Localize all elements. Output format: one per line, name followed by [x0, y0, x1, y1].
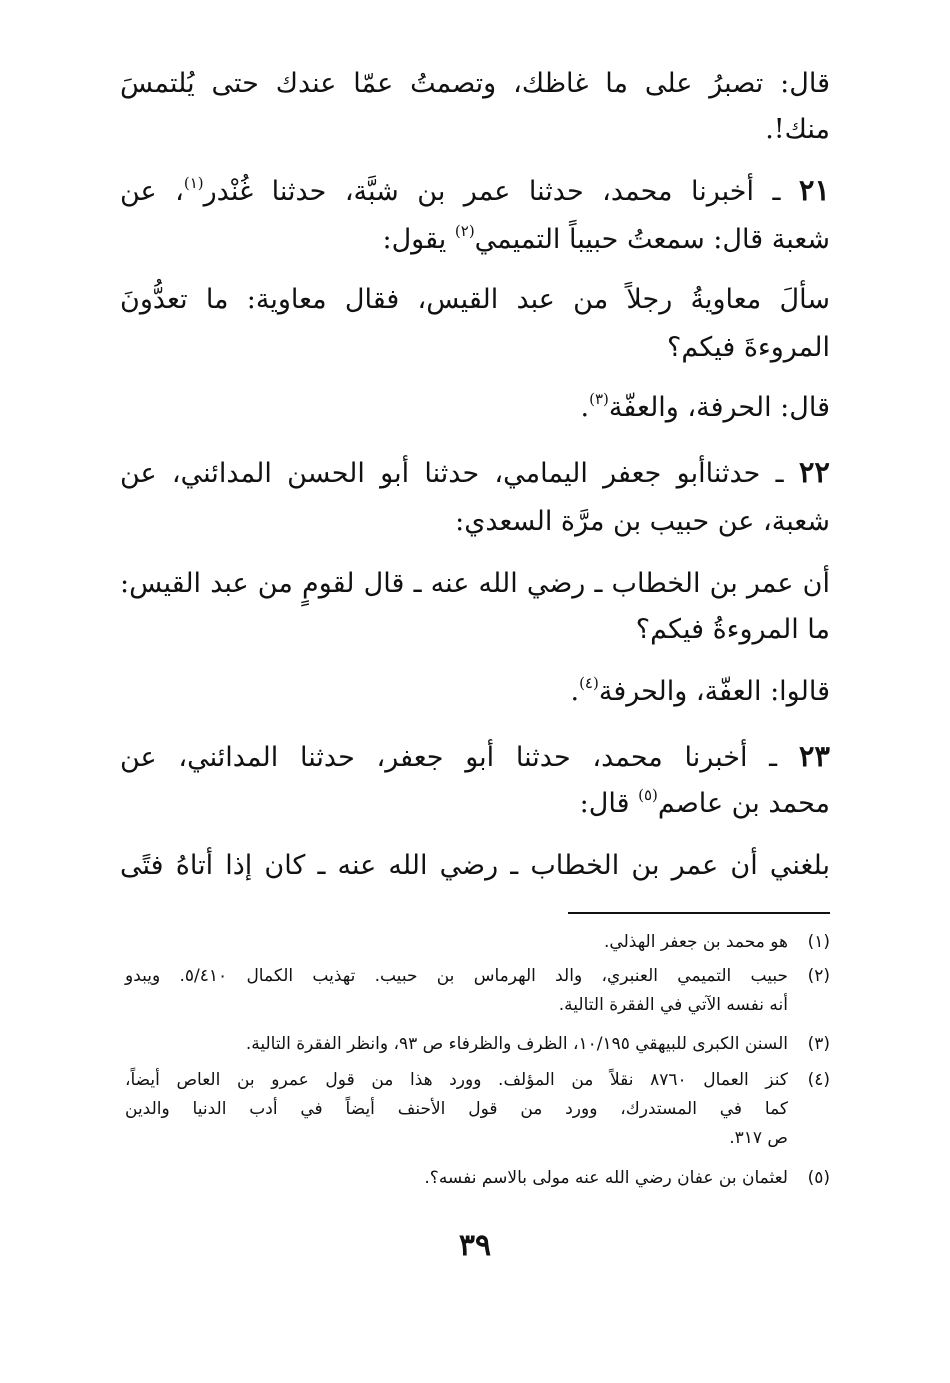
- answer-line: [120, 388, 830, 428]
- text-line-content: ما المروءةُ فيكم؟: [635, 614, 830, 645]
- quote-line: [120, 564, 830, 604]
- footnote-ref: (٥): [638, 786, 658, 804]
- paragraph-23-line-1: [120, 736, 830, 778]
- text-segment: ـ أخبرنا محمد، حدثنا أبو جعفر، حدثنا المدائني، عن: [120, 742, 778, 773]
- footnote-text: لعثمان بن عفان رضي الله عنه مولى بالاسم نفسه؟.: [424, 1168, 788, 1188]
- footnote-text: حبيب التميمي العنبري، والد الهرماس بن حبيب. تهذيب الكمال ٥/٤١٠. ويبدو: [125, 966, 789, 986]
- text-segment: يقول:: [382, 224, 455, 255]
- text-segment: محمد بن عاصم: [657, 788, 830, 819]
- footnote-number: (١): [807, 932, 830, 952]
- paragraph-number: ٢٢: [798, 455, 830, 489]
- footnote-4: [125, 1066, 830, 1153]
- text-segment: قال:: [579, 788, 639, 819]
- text-segment: شعبة قال: سمعتُ حبيباً التميمي: [474, 224, 830, 255]
- text-line: [120, 64, 830, 104]
- footnote-text: السنن الكبرى للبيهقي ١٠/١٩٥، الظرف والظرفاء ص ٩٣، وانظر الفقرة التالية.: [245, 1034, 788, 1054]
- text-segment: ، عن: [120, 176, 184, 207]
- text-segment: قال: الحرفة، والعفّة: [608, 392, 830, 423]
- answer-line: [120, 672, 830, 712]
- page-number: ٣٩: [458, 1228, 492, 1263]
- text-line-content: بلغني أن عمر بن الخطاب ـ رضي الله عنه ـ كان إذا أتاهُ فتًى: [120, 850, 830, 881]
- footnote-ref: (٤): [579, 674, 599, 692]
- footnote-number: (٤): [807, 1070, 830, 1090]
- footnote-ref: (١): [183, 174, 204, 192]
- text-segment: ـ حدثناأبو جعفر اليمامي، حدثنا أبو الحسن المدائني، عن: [120, 458, 784, 489]
- paragraph-22-line-1: [120, 452, 830, 494]
- paragraph-23-line-2: [120, 784, 830, 824]
- footnote-text: أنه نفسه الآتي في الفقرة التالية.: [558, 995, 788, 1015]
- footnote-text: كنز العمال ٨٧٦٠ نقلاً من المؤلف. وورد هذا من قول عمرو بن العاص أيضاً،: [125, 1070, 789, 1090]
- quote-line: [120, 328, 830, 368]
- quote-line: [120, 846, 830, 886]
- footnote-divider: [568, 912, 830, 914]
- text-segment: قالوا: العفّة، والحرفة: [598, 676, 830, 707]
- paragraph-22-line-2: [120, 502, 830, 542]
- footnote-text: ص ٣١٧.: [729, 1128, 788, 1148]
- quote-line: [120, 280, 830, 320]
- footnote-1: [125, 928, 830, 957]
- text-line: [120, 110, 830, 150]
- text-segment: .: [580, 392, 590, 423]
- text-line-content: سألَ معاويةُ رجلاً من عبد القيس، فقال معاوية: ما تعدُّونَ: [120, 284, 830, 315]
- footnote-text: كما في المستدرك، وورد من قول الأحنف أيضاً في أدب الدنيا والدين: [125, 1099, 788, 1119]
- footnote-3: [125, 1030, 830, 1059]
- text-line-content: قال: تصبرُ على ما غاظك، وتصمتُ عمّا عندك حتى يُلتمسَ: [120, 68, 830, 99]
- paragraph-number: ٢١: [798, 173, 830, 207]
- text-line-content: المروءةَ فيكم؟: [667, 332, 830, 363]
- text-segment: .: [570, 676, 580, 707]
- footnote-number: (٣): [807, 1034, 830, 1054]
- footnote-2: [125, 962, 830, 1020]
- quote-line: [120, 610, 830, 650]
- paragraph-number: ٢٣: [798, 739, 830, 773]
- footnote-text: هو محمد بن جعفر الهذلي.: [604, 932, 788, 952]
- text-segment: ـ أخبرنا محمد، حدثنا عمر بن شبَّة، حدثنا غُنْدر: [203, 176, 781, 207]
- paragraph-21-line-2: [120, 220, 830, 260]
- footnote-5: [125, 1164, 830, 1193]
- footnote-number: (٢): [807, 966, 830, 986]
- footnote-ref: (٢): [454, 222, 475, 240]
- text-line-content: منك!.: [765, 114, 830, 145]
- text-line-content: أن عمر بن الخطاب ـ رضي الله عنه ـ قال لقومٍ من عبد القيس:: [120, 568, 830, 599]
- footnote-number: (٥): [807, 1168, 830, 1188]
- text-line-content: شعبة، عن حبيب بن مرَّة السعدي:: [455, 506, 830, 537]
- footnote-ref: (٣): [589, 390, 609, 408]
- paragraph-21-line-1: [120, 170, 830, 212]
